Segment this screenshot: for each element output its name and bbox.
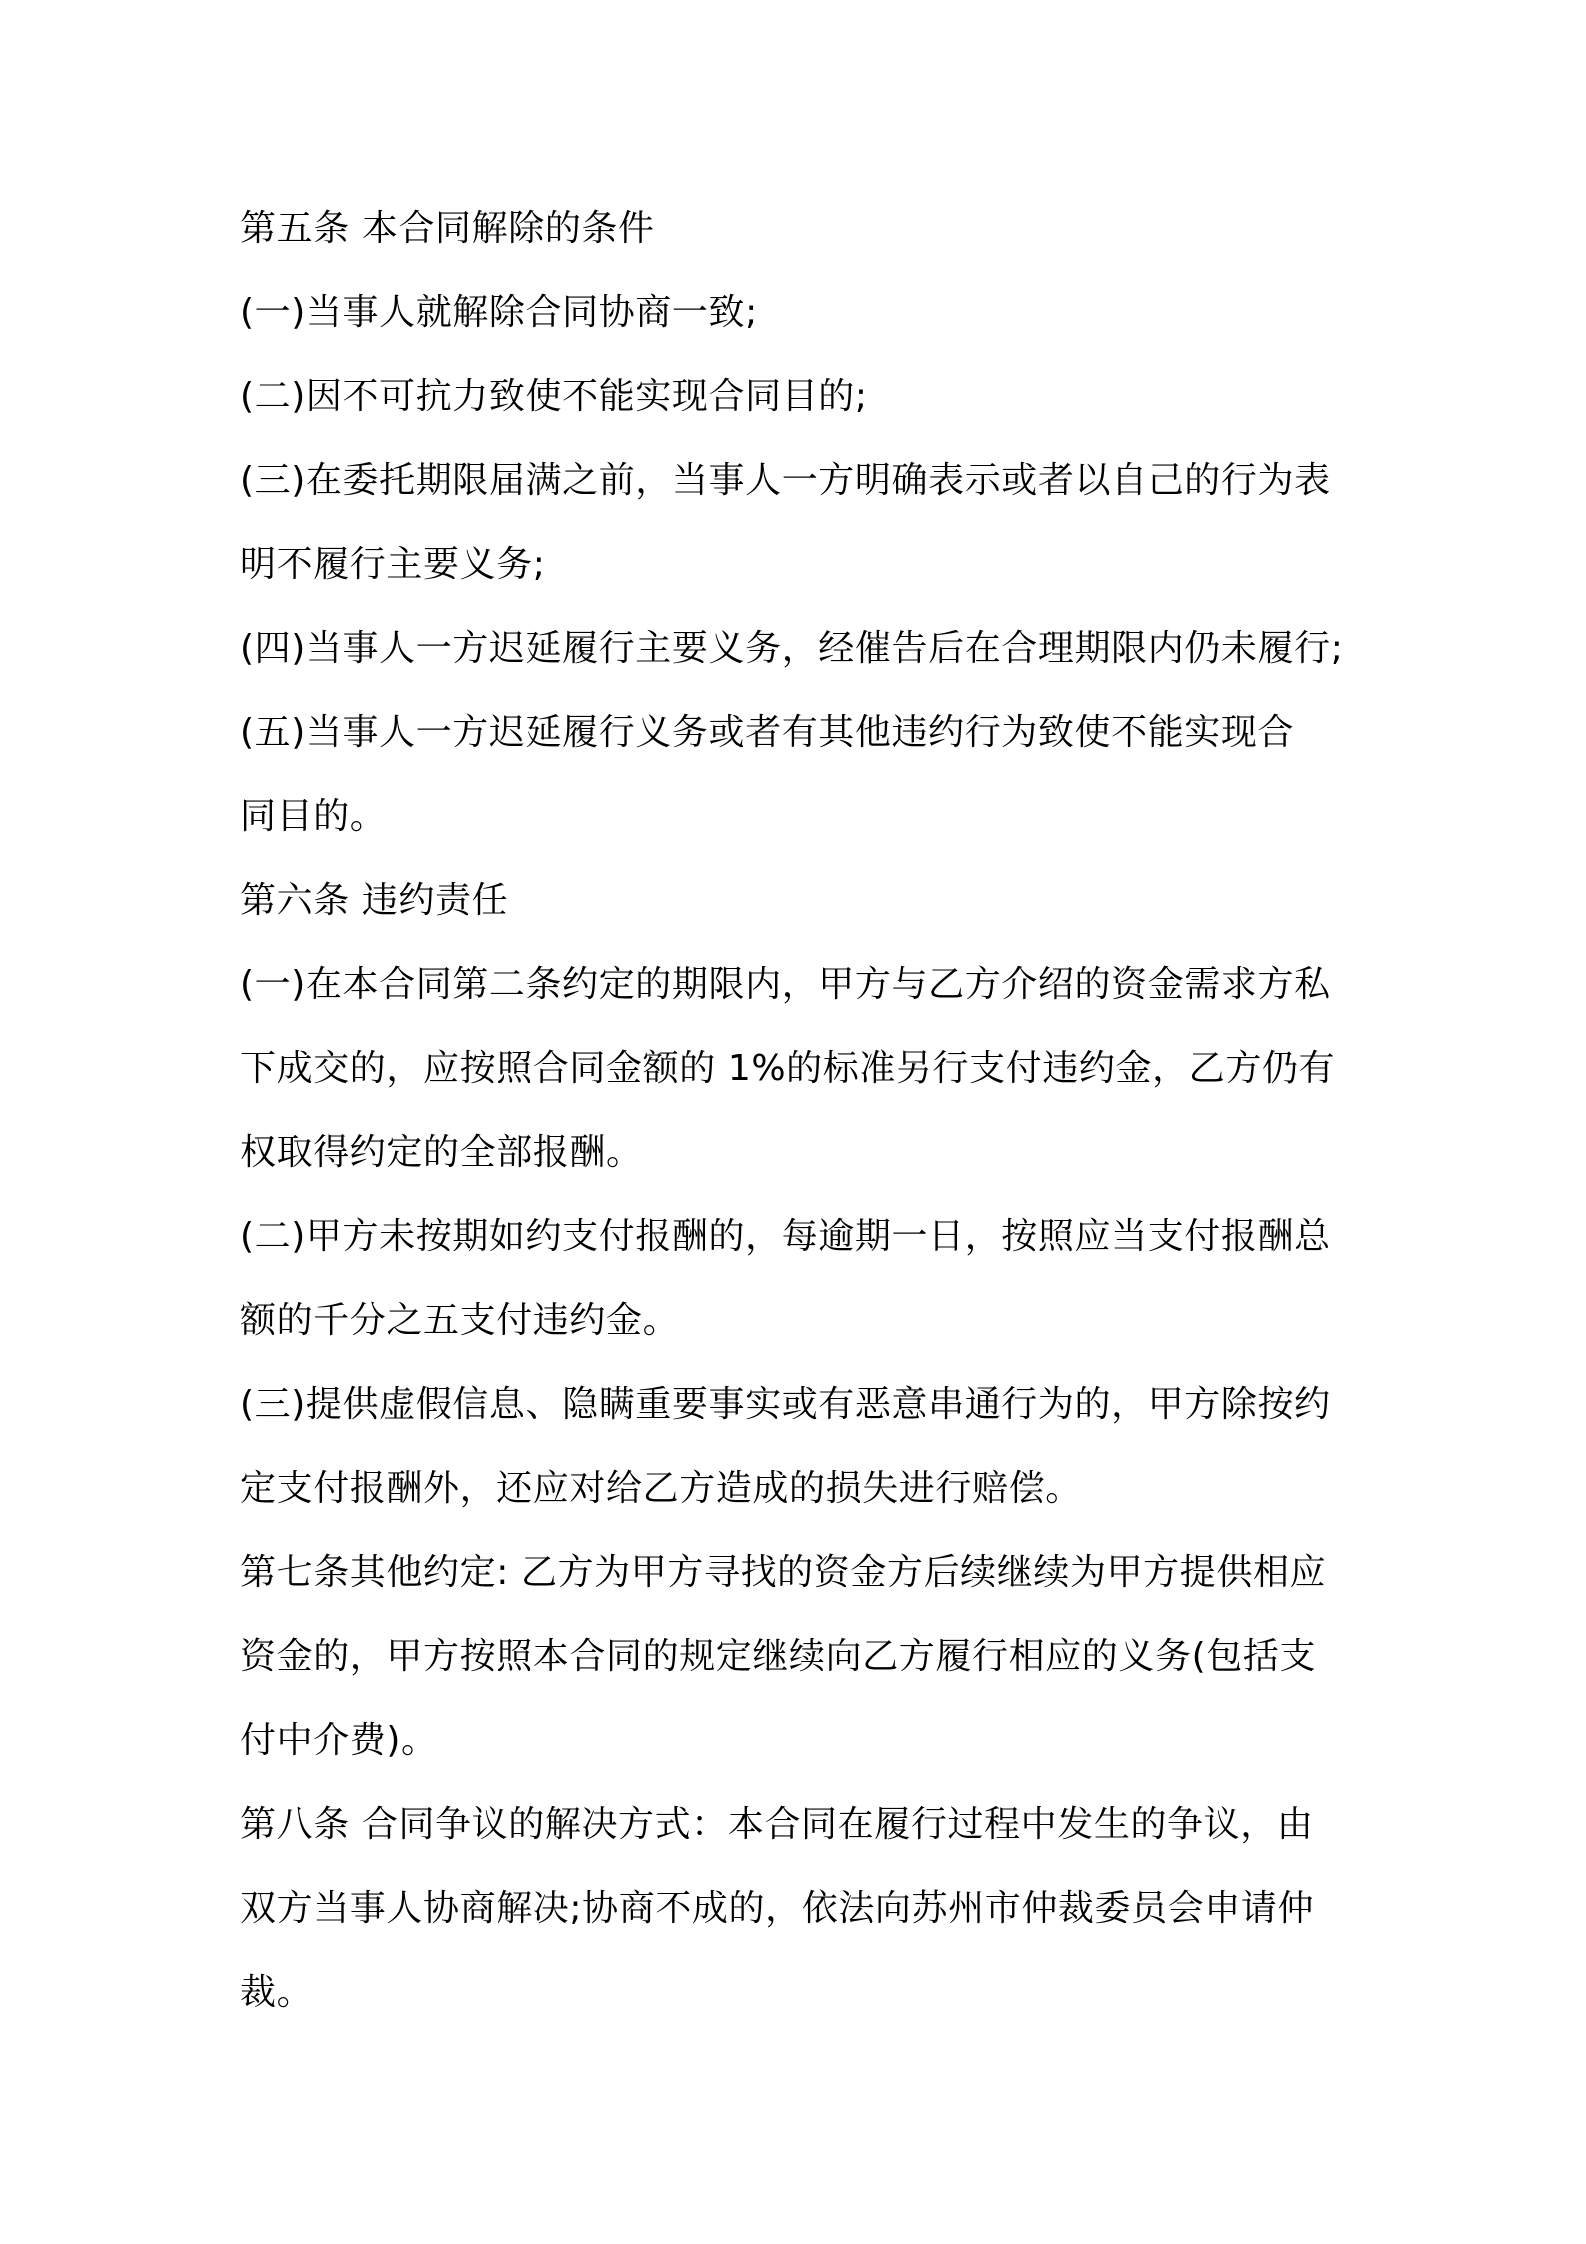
article-5-item-5-line-1: (五)当事人一方迟延履行义务或者有其他违约行为致使不能实现合 xyxy=(240,712,1295,753)
article-6-item-1-line-3: 权取得约定的全部报酬。 xyxy=(240,1132,643,1173)
article-6-item-3-line-2: 定支付报酬外，还应对给乙方造成的损失进行赔偿。 xyxy=(240,1468,1082,1509)
article-5-heading: 第五条 本合同解除的条件 xyxy=(240,208,655,249)
article-5-item-5-line-2: 同目的。 xyxy=(240,796,387,837)
article-5-item-1: (一)当事人就解除合同协商一致; xyxy=(240,292,758,333)
article-5-item-3-line-2: 明不履行主要义务; xyxy=(240,544,546,585)
article-6-item-1-line-1: (一)在本合同第二条约定的期限内，甲方与乙方介绍的资金需求方私 xyxy=(240,964,1331,1005)
article-8-line-1: 第八条 合同争议的解决方式：本合同在履行过程中发生的争议，由 xyxy=(240,1804,1314,1845)
article-7-line-2: 资金的，甲方按照本合同的规定继续向乙方履行相应的义务(包括支 xyxy=(240,1636,1317,1677)
article-7-line-3: 付中介费)。 xyxy=(240,1720,438,1761)
article-5-item-2: (二)因不可抗力致使不能实现合同目的; xyxy=(240,376,868,417)
article-5-item-4: (四)当事人一方迟延履行主要义务，经催告后在合理期限内仍未履行; xyxy=(240,628,1344,669)
article-6-heading: 第六条 违约责任 xyxy=(240,880,509,921)
article-6-item-3-line-1: (三)提供虚假信息、隐瞒重要事实或有恶意串通行为的，甲方除按约 xyxy=(240,1384,1331,1425)
article-8-line-3: 裁。 xyxy=(240,1972,314,2013)
article-5-item-3-line-1: (三)在委托期限届满之前，当事人一方明确表示或者以自己的行为表 xyxy=(240,460,1331,501)
article-6-item-2-line-1: (二)甲方未按期如约支付报酬的，每逾期一日，按照应当支付报酬总 xyxy=(240,1216,1331,1257)
article-8-line-2: 双方当事人协商解决;协商不成的，依法向苏州市仲裁委员会申请仲 xyxy=(240,1888,1315,1929)
article-7-line-1: 第七条其他约定: 乙方为甲方寻找的资金方后续继续为甲方提供相应 xyxy=(240,1552,1327,1593)
article-6-item-1-line-2: 下成交的，应按照合同金额的 1%的标准另行支付违约金，乙方仍有 xyxy=(240,1048,1336,1089)
article-6-item-2-line-2: 额的千分之五支付违约金。 xyxy=(240,1300,680,1341)
